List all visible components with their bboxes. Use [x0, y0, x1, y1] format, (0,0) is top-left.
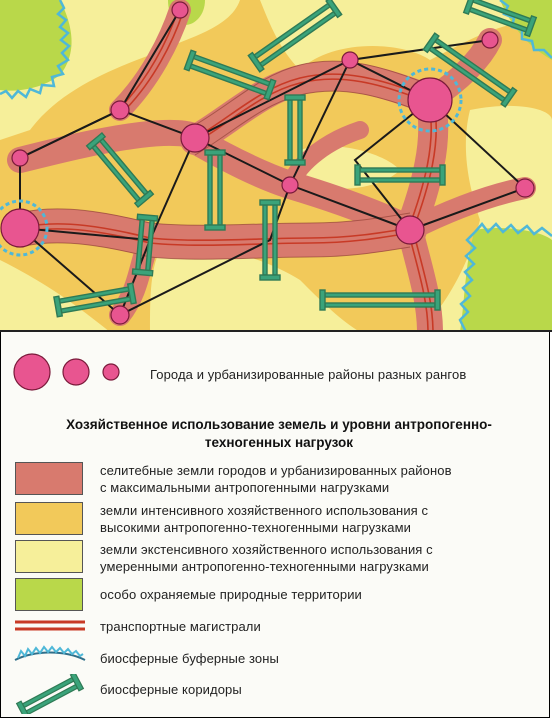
city-medium [181, 124, 209, 152]
section-title-line2: техногенных нагрузок [204, 435, 354, 450]
extensive-swatch [15, 540, 83, 573]
corridor-symbol [10, 674, 90, 714]
legend-item-extensive-line1: земли экстенсивного хозяйственного использования с [100, 542, 433, 557]
city-large [1, 209, 39, 247]
city-large [408, 78, 452, 122]
protected-area [460, 228, 552, 332]
protected-swatch [15, 578, 83, 611]
legend-item-intensive-line2: высокими антропогенно-техногенными нагрузками [100, 520, 412, 535]
legend-item-buffer: биосферные буферные зоны [100, 651, 279, 666]
legend-item-residential-line1: селитебные земли городов и урбанизированных районов [100, 463, 452, 478]
intensive-swatch [15, 502, 83, 535]
legend-item-intensive-line1: земли интенсивного хозяйственного использования с [100, 503, 429, 518]
city-small [516, 179, 534, 197]
buffer-zone-symbol [10, 642, 90, 672]
land-use-map [0, 0, 552, 332]
city-small [111, 306, 129, 324]
city-small [111, 101, 129, 119]
city-small [342, 52, 358, 68]
map-legend [0, 334, 552, 720]
city-small [172, 2, 188, 18]
section-title-line1: Хозяйственное использование земель и уровни антропогенно- [66, 417, 492, 432]
legend-item-extensive-line2: умеренными антропогенно-техногенными нагрузками [100, 559, 429, 574]
city-ranks-symbol [8, 350, 128, 394]
city-small [482, 32, 498, 48]
transport-symbol [10, 612, 90, 642]
legend-item-transport: транспортные магистрали [100, 619, 261, 634]
legend-item-residential-line2: с максимальными антропогенными нагрузками [100, 480, 390, 495]
city-small [12, 150, 28, 166]
city-small [282, 177, 298, 193]
residential-swatch [15, 462, 83, 495]
legend-item-protected: особо охраняемые природные территории [100, 587, 362, 602]
city-medium [396, 216, 424, 244]
map-canvas [0, 0, 552, 332]
cities-label: Города и урбанизированные районы разных рангов [150, 367, 467, 382]
legend-item-corridor: биосферные коридоры [100, 682, 242, 697]
